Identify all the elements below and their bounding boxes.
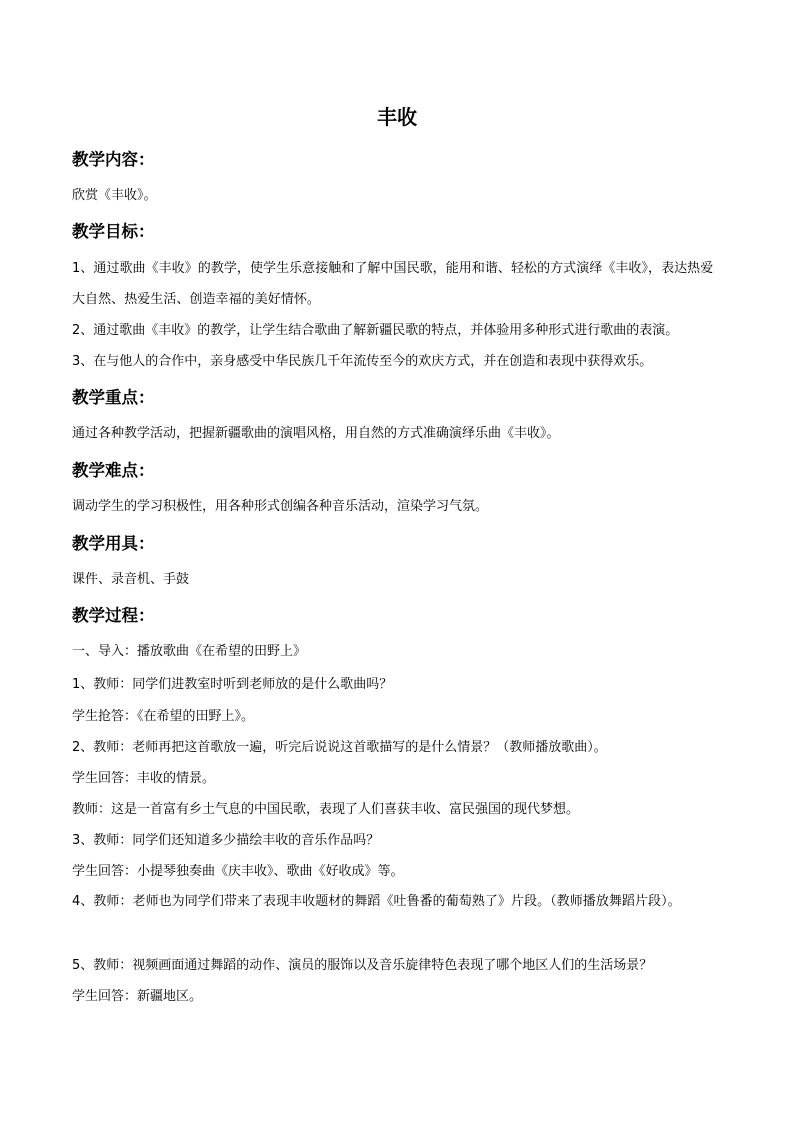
document-title: 丰收 — [377, 105, 417, 129]
key-points-text: 通过各种教学活动，把握新疆歌曲的演唱风格，用自然的方式准确演绎乐曲《丰收》。 — [72, 426, 560, 441]
process-line-4: 2、教师：老师再把这首歌放一遍，听完后说说这首歌描写的是什么情景？（教师播放歌曲）。 — [72, 740, 607, 755]
process-line-2: 1、教师：同学们进教室时听到老师放的是什么歌曲吗？ — [72, 677, 393, 692]
process-line-5: 学生回答：丰收的情景。 — [72, 771, 216, 786]
goal-item-1: 1、通过歌曲《丰收》的教学，使学生乐意接触和了解中国民歌，能用和谐、轻松的方式演绎《丰收》，表达热爱大自然、热爱生活、创造幸福的美好情怀。 — [72, 261, 714, 307]
goal-item-3: 3、在与他人的合作中，亲身感受中华民族几千年流传至今的欢庆方式，并在创造和表现中获得欢乐。 — [72, 354, 653, 369]
heading-tools: 教学用具： — [72, 534, 155, 553]
heading-key-points: 教学重点： — [72, 388, 155, 407]
heading-difficulties: 教学难点： — [72, 461, 155, 480]
process-line-11: 学生回答：新疆地区。 — [72, 989, 203, 1004]
difficulties-text: 调动学生的学习积极性，用各种形式创编各种音乐活动，渲染学习气氛。 — [72, 499, 489, 514]
process-line-3: 学生抢答：《在希望的田野上》。 — [72, 709, 255, 724]
heading-content: 教学内容： — [72, 150, 155, 169]
process-line-8: 学生回答：小提琴独奏曲《庆丰收》、歌曲《好收成》等。 — [72, 864, 404, 879]
process-line-7: 3、教师：同学们还知道多少描绘丰收的音乐作品吗？ — [72, 833, 380, 848]
process-line-10: 5、教师：视频画面通过舞蹈的动作、演员的服饰以及音乐旋律特色表现了哪个地区人们的生活场景？ — [72, 958, 653, 973]
process-line-9: 4、教师：老师也为同学们带来了表现丰收题材的舞蹈《吐鲁番的葡萄熟了》片段。（教师播放舞蹈片段）。 — [72, 894, 681, 909]
heading-goals: 教学目标： — [72, 222, 155, 241]
heading-process: 教学过程： — [72, 606, 155, 625]
tools-text: 课件、录音机、手鼓 — [72, 572, 190, 587]
process-line-1: 一、导入：播放歌曲《在希望的田野上》 — [72, 644, 307, 659]
process-line-6: 教师：这是一首富有乡土气息的中国民歌，表现了人们喜获丰收、富民强国的现代梦想。 — [72, 802, 580, 817]
goal-item-2: 2、通过歌曲《丰收》的教学，让学生结合歌曲了解新疆民歌的特点，并体验用多种形式进行歌曲的表演。 — [72, 323, 679, 338]
content-text: 欣赏《丰收》。 — [72, 188, 157, 203]
